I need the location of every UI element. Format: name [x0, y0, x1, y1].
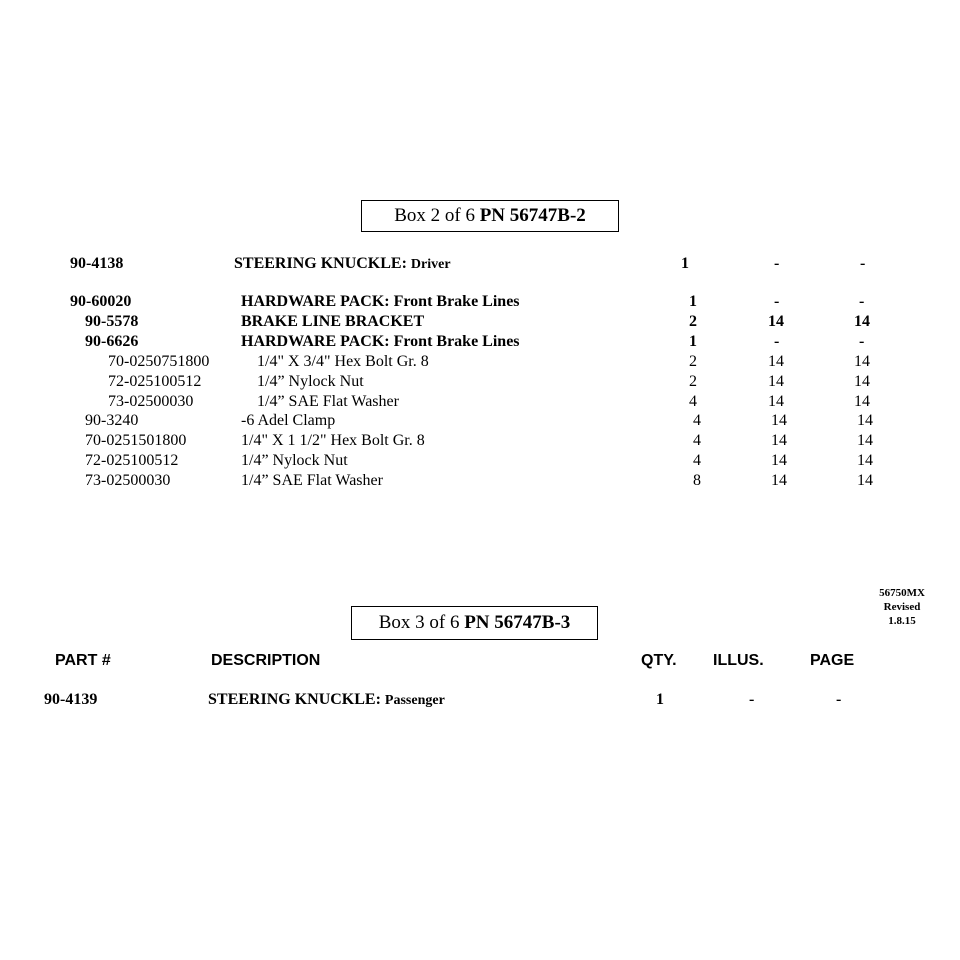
illus: 14 [768, 313, 784, 330]
qty: 1 [689, 293, 697, 310]
illus: - [774, 333, 780, 350]
header-illus: ILLUS. [713, 652, 764, 669]
illus: 14 [771, 412, 787, 429]
part-number: 70-0250751800 [108, 353, 210, 370]
part-number: 90-60020 [70, 293, 132, 310]
part-number: 90-4139 [44, 691, 98, 708]
illus: - [749, 691, 755, 708]
page: - [860, 255, 866, 272]
description: 1/4” Nylock Nut [257, 373, 364, 390]
header-part: PART # [55, 652, 111, 669]
page: 14 [857, 452, 873, 469]
part-number: 90-6626 [85, 333, 139, 350]
page: 14 [857, 412, 873, 429]
description-variant: Driver [410, 257, 451, 272]
description: 1/4” SAE Flat Washer [257, 393, 399, 410]
illus: 14 [771, 432, 787, 449]
qty: 1 [656, 691, 664, 708]
qty: 1 [681, 255, 689, 272]
header-page: PAGE [810, 652, 855, 669]
stamp-revised: Revised [883, 601, 921, 613]
stamp-doc-number: 56750MX [879, 587, 925, 599]
illus: 14 [771, 452, 787, 469]
page: 14 [854, 393, 870, 410]
part-number: 72-025100512 [108, 373, 202, 390]
part-number: 90-4138 [70, 255, 124, 272]
description: HARDWARE PACK: Front Brake Lines [241, 333, 520, 350]
description: BRAKE LINE BRACKET [241, 313, 425, 330]
part-number: 73-02500030 [85, 472, 171, 489]
qty: 2 [689, 353, 697, 370]
page: 14 [857, 432, 873, 449]
box3-title [351, 606, 598, 640]
qty: 8 [693, 472, 701, 489]
page: - [859, 333, 865, 350]
box2-pn: PN 56747B-2 [479, 205, 586, 226]
stamp-date: 1.8.15 [888, 615, 916, 627]
part-number: 72-025100512 [85, 452, 179, 469]
description [234, 255, 451, 273]
qty: 1 [689, 333, 697, 350]
illus: 14 [768, 353, 784, 370]
qty: 4 [693, 412, 701, 429]
description: 1/4” Nylock Nut [241, 452, 348, 469]
description-bold: STEERING KNUCKLE: [208, 691, 381, 708]
page: - [836, 691, 842, 708]
box3-label: Box 3 of 6 [378, 612, 460, 633]
part-number: 70-0251501800 [85, 432, 187, 449]
description: HARDWARE PACK: Front Brake Lines [241, 293, 520, 310]
part-number: 90-3240 [85, 412, 139, 429]
part-number: 73-02500030 [108, 393, 194, 410]
box2-title [361, 200, 619, 232]
qty: 2 [689, 313, 697, 330]
description-bold: STEERING KNUCKLE: [234, 255, 407, 272]
description [208, 691, 445, 709]
description: 1/4” SAE Flat Washer [241, 472, 383, 489]
header-qty: QTY. [641, 652, 677, 669]
revision-stamp [862, 586, 942, 628]
qty: 2 [689, 373, 697, 390]
box2-label: Box 2 of 6 [394, 205, 475, 226]
qty: 4 [693, 452, 701, 469]
page: 14 [857, 472, 873, 489]
description: -6 Adel Clamp [241, 412, 336, 429]
qty: 4 [693, 432, 701, 449]
page: 14 [854, 353, 870, 370]
illus: - [774, 255, 780, 272]
box3-pn: PN 56747B-3 [464, 612, 571, 633]
page: 14 [854, 373, 870, 390]
page: - [859, 293, 865, 310]
qty: 4 [689, 393, 697, 410]
description: 1/4" X 3/4" Hex Bolt Gr. 8 [257, 353, 429, 370]
header-description: DESCRIPTION [211, 652, 321, 669]
illus: 14 [771, 472, 787, 489]
illus: 14 [768, 393, 784, 410]
description-variant: Passenger [384, 693, 445, 708]
part-number: 90-5578 [85, 313, 139, 330]
illus: 14 [768, 373, 784, 390]
illus: - [774, 293, 780, 310]
page: 14 [854, 313, 870, 330]
description: 1/4" X 1 1/2" Hex Bolt Gr. 8 [241, 432, 425, 449]
